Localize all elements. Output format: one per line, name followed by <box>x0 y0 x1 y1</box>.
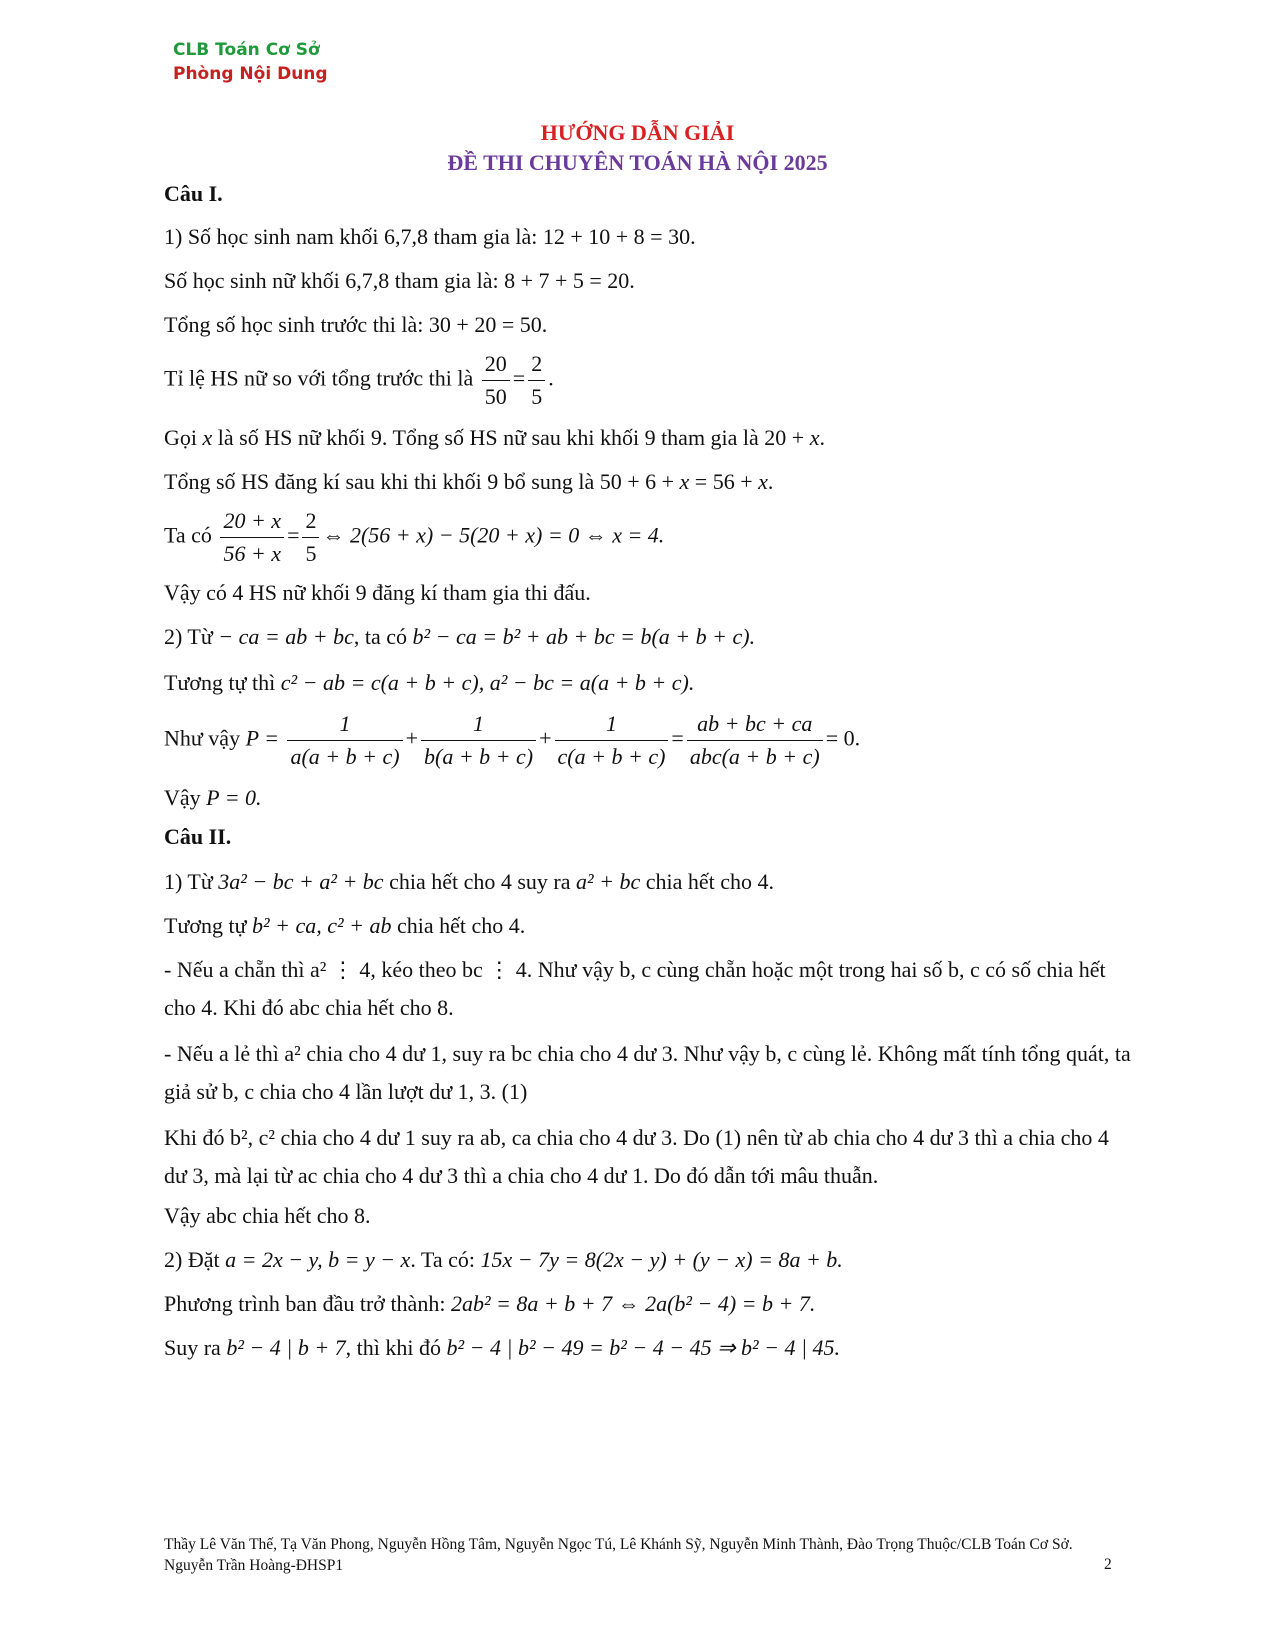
q1-paragraph: Tổng số HS đăng kí sau khi thi khối 9 bổ sung là 50 + 6 + x = 56 + x. <box>164 469 774 494</box>
q1-paragraph: Tương tự thì c² − ab = c(a + b + c), a² − bc = a(a + b + c). <box>164 670 695 695</box>
q2-paragraph: - Nếu a lẻ thì a² chia cho 4 dư 1, suy ra bc chia cho 4 dư 3. Như vậy b, c cùng lẻ. Không mất tính tổng quát, ta giả sử b, c chia cho 4 lần lượt dư 1, 3. (1) <box>164 1041 1131 1104</box>
q1-equation-line: Ta có $\frac{20 + x}{56 + x}$ = $\frac{2}{5}$ ⇔ 2(56 + x) − 5(20 + x) = 0 ⇔ x = 4. <box>164 505 1134 570</box>
fraction: $\frac{1}{a(a + b + c)}$ <box>287 708 402 773</box>
document-body <box>164 176 1134 1363</box>
q1-paragraph: Gọi x là số HS nữ khối 9. Tổng số HS nữ sau khi khối 9 tham gia là 20 + x. <box>164 425 825 450</box>
q1-paragraph: Số học sinh nữ khối 6,7,8 tham gia là: 8 + 7 + 5 = 20. <box>164 268 635 293</box>
fraction: $\frac{20 + x}{56 + x}$ <box>220 505 284 570</box>
fraction: $\frac{1}{c(a + b + c)}$ <box>555 708 669 773</box>
q1-paragraph: 1) Số học sinh nam khối 6,7,8 tham gia là: 12 + 10 + 8 = 30. <box>164 224 696 249</box>
q2-paragraph: Khi đó b², c² chia cho 4 dư 1 suy ra ab, ca chia cho 4 dư 3. Do (1) nên từ ab chia cho 4 dư 3 thì a chia cho 4 dư 3, mà lại từ ac chia cho 4 dư 3 thì a chia cho 4 dư 1. Do đó dẫn tới mâu thuẫn. <box>164 1125 1109 1188</box>
page-header <box>173 38 328 86</box>
club-name: CLB Toán Cơ Sở <box>173 40 320 60</box>
q1-ratio-line: Tỉ lệ HS nữ so với tổng trước thi là $\frac{20}{50}$ = $\frac{2}{5}$ . <box>164 348 1134 413</box>
q2-paragraph: 2) Đặt a = 2x − y, b = y − x. Ta có: 15x − 7y = 8(2x − y) + (y − x) = 8a + b. <box>164 1247 843 1272</box>
fraction: $\frac{1}{b(a + b + c)}$ <box>421 708 536 773</box>
department-name: Phòng Nội Dung <box>173 64 328 84</box>
footer-credits: Thầy Lê Văn Thế, Tạ Văn Phong, Nguyễn Hồng Tâm, Nguyễn Ngọc Tú, Lê Khánh Sỹ, Nguyễn Minh Thành, Đào Trọng Thuộc/CLB Toán Cơ Sở. Nguyễn Trần Hoàng-ĐHSP1 <box>164 1536 1073 1574</box>
q2-paragraph: 1) Từ 3a² − bc + a² + bc chia hết cho 4 suy ra a² + bc chia hết cho 4. <box>164 869 775 894</box>
q1-paragraph: 2) Từ − ca = ab + bc, ta có b² − ca = b² + ab + bc = b(a + b + c). <box>164 624 756 649</box>
q1-paragraph: Vậy có 4 HS nữ khối 9 đăng kí tham gia thi đấu. <box>164 580 591 605</box>
section-heading-q2: Câu II. <box>164 824 232 849</box>
q2-paragraph: Phương trình ban đầu trở thành: 2ab² = 8a + b + 7 ⇔ 2a(b² − 4) = b + 7. <box>164 1291 816 1316</box>
q2-paragraph: Vậy abc chia hết cho 8. <box>164 1203 371 1228</box>
q2-paragraph: Suy ra b² − 4 | b + 7, thì khi đó b² − 4 | b² − 49 = b² − 4 − 45 ⇒ b² − 4 | 45. <box>164 1335 841 1360</box>
fraction: $\frac{ab + bc + ca}{\text{abc(a + b + c)}}$ <box>687 708 823 773</box>
fraction: $\frac{2}{5}$ <box>528 348 545 413</box>
section-heading-q1: Câu I. <box>164 181 223 206</box>
document-title: HƯỚNG DẪN GIẢI <box>540 120 735 145</box>
q2-paragraph: Tương tự b² + ca, c² + ab chia hết cho 4. <box>164 913 526 938</box>
q2-paragraph: - Nếu a chẵn thì a² ⋮ 4, kéo theo bc ⋮ 4. Như vậy b, c cùng chẵn hoặc một trong hai số b, c có số chia hết cho 4. Khi đó abc chia hết cho 8. <box>164 957 1106 1020</box>
fraction: $\frac{20}{50}$ <box>482 348 510 413</box>
page-number: 2 <box>1104 1556 1112 1573</box>
fraction: $\frac{2}{5}$ <box>302 505 319 570</box>
q1-sum-line: Như vậy P = $\frac{1}{a(a + b + c)}$ + $\frac{1}{b(a + b + c)}$ + $\frac{1}{c(a + b + c)}$ = $\frac{ab + bc + ca}{\text{abc(a + b + c)}}$ = 0. <box>164 708 1134 773</box>
document-subtitle: ĐỀ THI CHUYÊN TOÁN HÀ NỘI 2025 <box>447 150 828 175</box>
q1-paragraph: Tổng số học sinh trước thi là: 30 + 20 = 50. <box>164 312 548 337</box>
q1-paragraph: Vậy P = 0. <box>164 785 262 810</box>
